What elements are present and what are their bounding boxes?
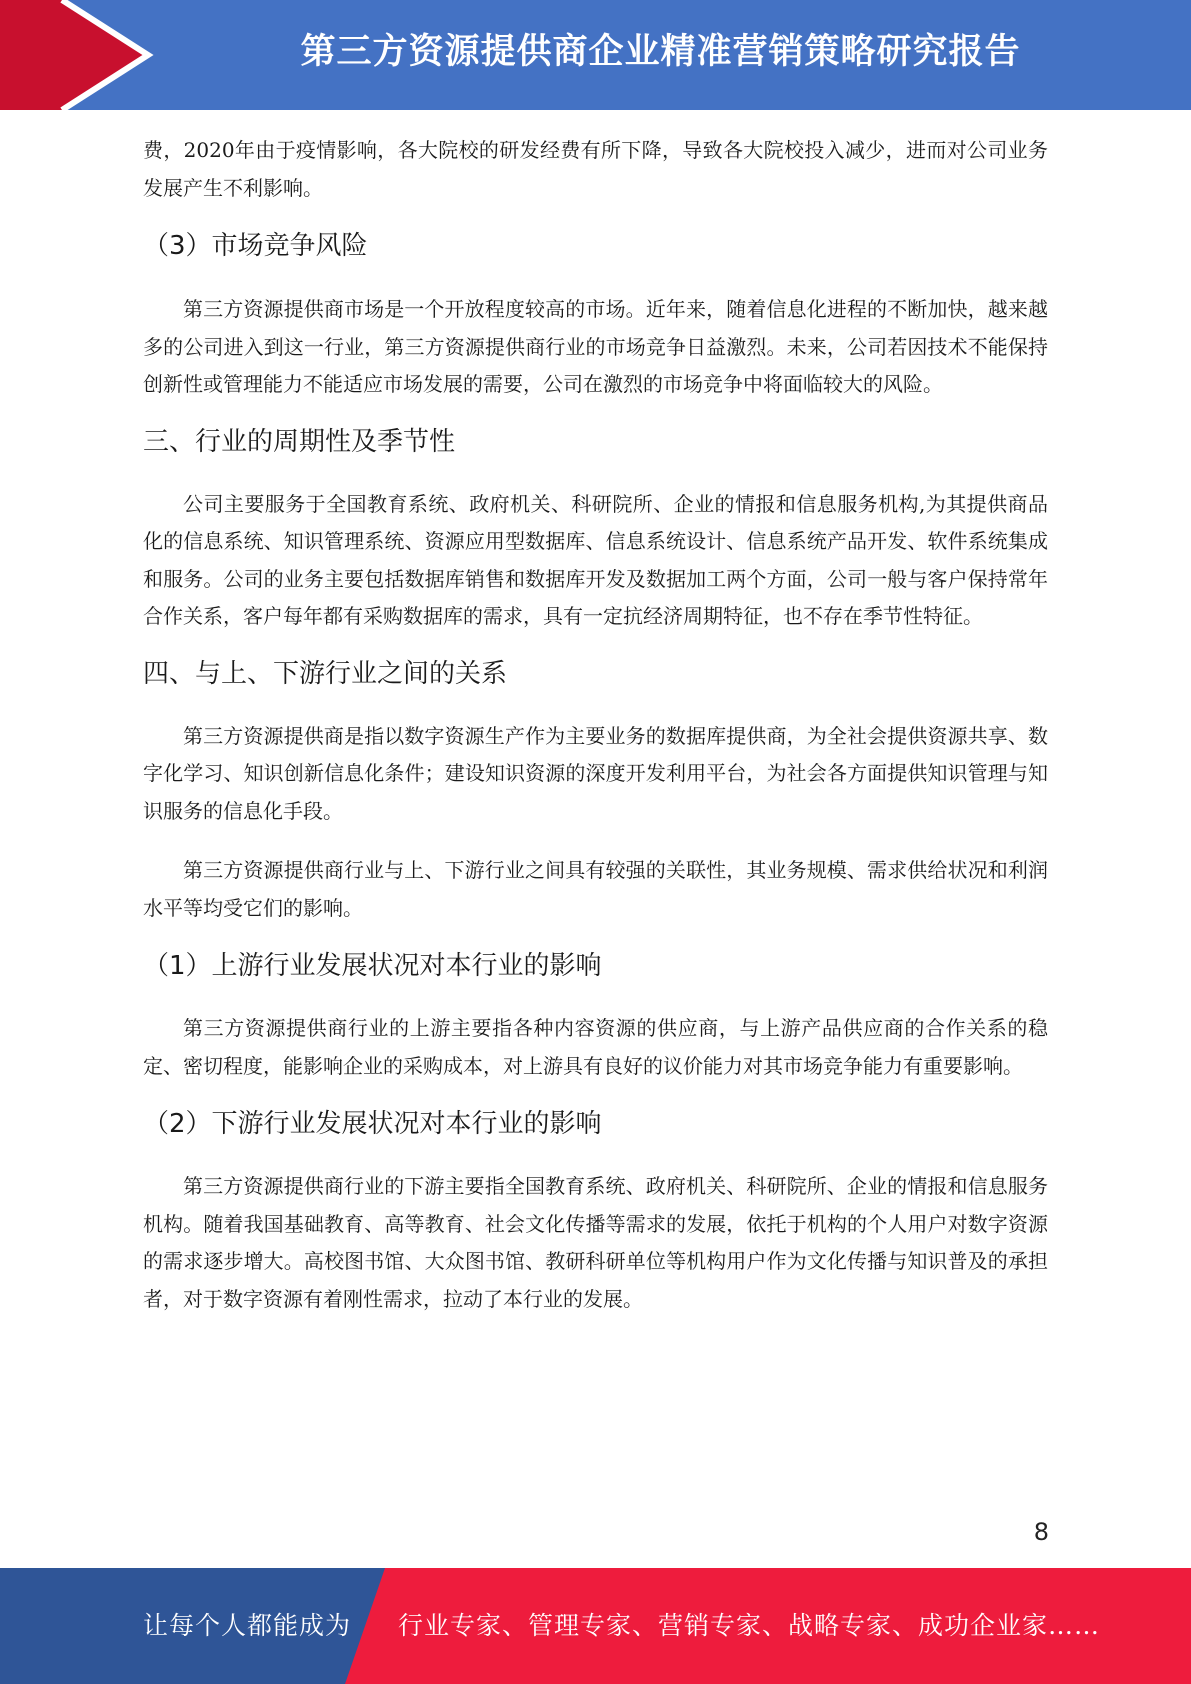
page-number: 8 (1033, 1518, 1049, 1546)
paragraph-market-risk: 第三方资源提供商市场是一个开放程度较高的市场。近年来，随着信息化进程的不断加快，越来越多的公司进入到这一行业，第三方资源提供商行业的市场竞争日益激烈。未来，公司若因技术不能保持创新性或管理能力不能适应市场发展的需要，公司在激烈的市场竞争中将面临较大的风险。 (143, 297, 1048, 396)
paragraph-upstream: 第三方资源提供商行业的上游主要指各种内容资源的供应商，与上游产品供应商的合作关系的稳定、密切程度，能影响企业的采购成本，对上游具有良好的议价能力对其市场竞争能力有重要影响。 (143, 1016, 1048, 1078)
heading-market-risk: （3）市场竞争风险 (143, 231, 368, 261)
paragraph-cyclicality: 公司主要服务于全国教育系统、政府机关、科研院所、企业的情报和信息服务机构,为其提供商品化的信息系统、知识管理系统、资源应用型数据库、信息系统设计、信息系统产品开发、软件系统集成和服务。公司的业务主要包括数据库销售和数据库开发及数据加工两个方面，公司一般与客户保持常年合作关系，客户每年都有采购数据库的需求，具有一定抗经济周期特征，也不存在季节性特征。 (143, 491, 1048, 628)
heading-cyclicality: 三、行业的周期性及季节性 (143, 426, 456, 457)
footer-banner (0, 1568, 1191, 1684)
paragraph-downstream: 第三方资源提供商行业的下游主要指全国教育系统、政府机关、科研院所、企业的情报和信息服务机构。随着我国基础教育、高等教育、社会文化传播等需求的发展，依托于机构的个人用户对数字资源的需求逐步增大。高校图书馆、大众图书馆、教研科研单位等机构用户作为文化传播与知识普及的承担者，对于数字资源有着刚性需求，拉动了本行业的发展。 (143, 1174, 1048, 1311)
report-title: 第三方资源提供商企业精准营销策略研究报告 (300, 32, 1021, 72)
heading-upstream: （1）上游行业发展状况对本行业的影响 (143, 951, 602, 981)
paragraph-intro: 费，2020年由于疫情影响，各大院校的研发经费有所下降，导致各大院校投入减少，进而对公司业务发展产生不利影响。 (143, 138, 1048, 200)
heading-downstream: （2）下游行业发展状况对本行业的影响 (143, 1109, 602, 1139)
footer-slogan-right: 行业专家、管理专家、营销专家、战略专家、成功企业家…… (398, 1611, 1101, 1640)
footer-slogan-left: 让每个人都能成为 (143, 1611, 352, 1640)
paragraph-industry-relations-a: 第三方资源提供商是指以数字资源生产作为主要业务的数据库提供商，为全社会提供资源共享、数字化学习、知识创新信息化条件；建设知识资源的深度开发利用平台，为社会各方面提供知识管理与知识服务的信息化手段。 (143, 723, 1048, 823)
paragraph-industry-relations-b: 第三方资源提供商行业与上、下游行业之间具有较强的关联性，其业务规模、需求供给状况和利润水平等均受它们的影响。 (143, 858, 1048, 920)
header-banner (0, 0, 1191, 110)
document-body (143, 132, 1048, 1318)
heading-industry-relations: 四、与上、下游行业之间的关系 (143, 658, 508, 689)
